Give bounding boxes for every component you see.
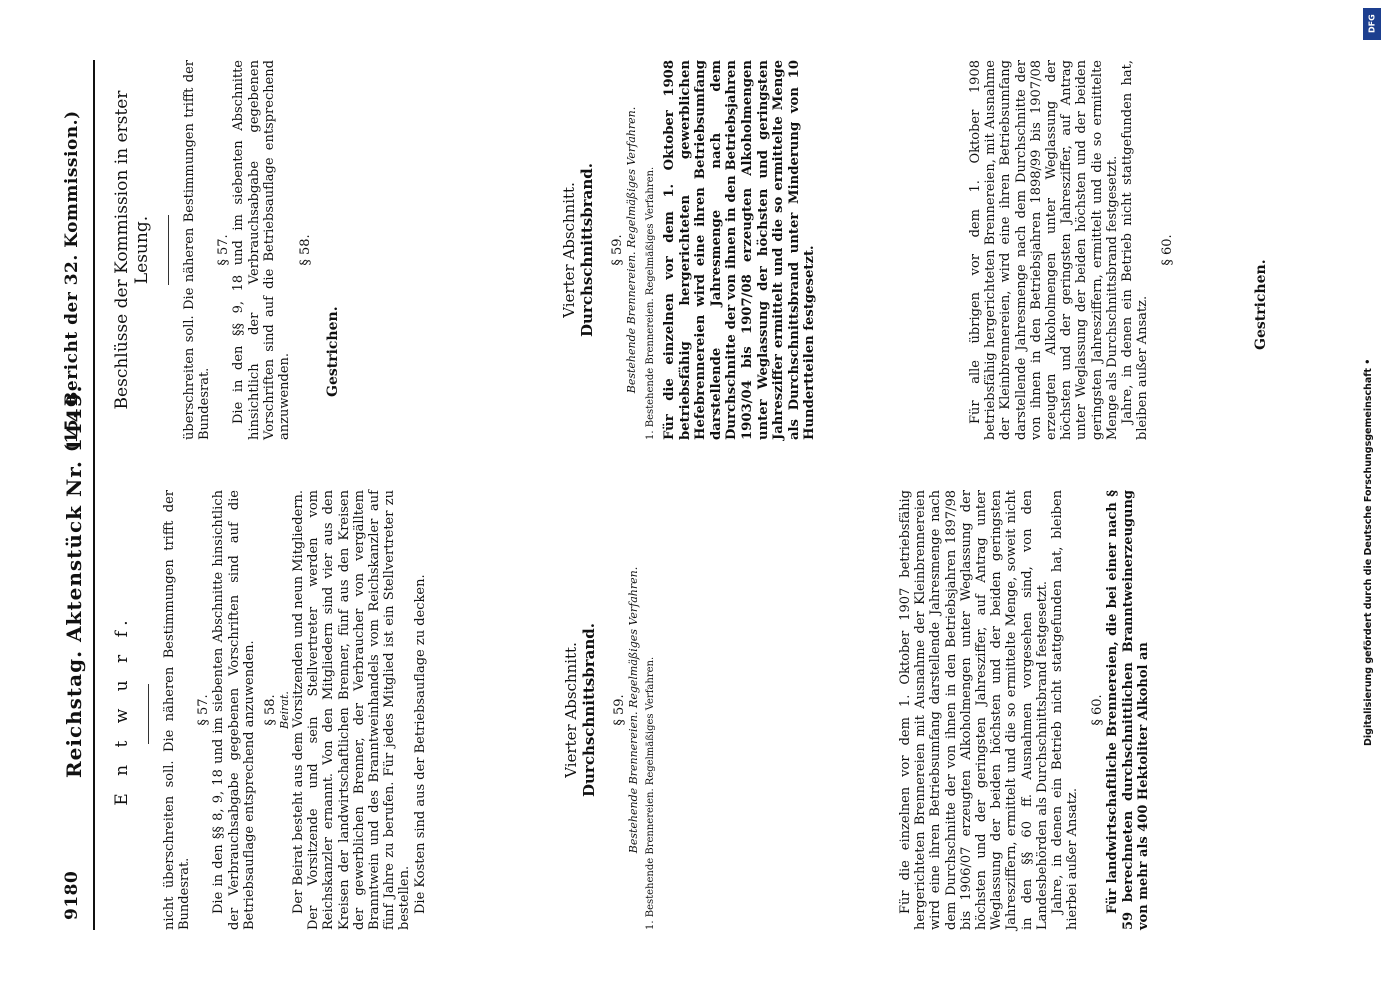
right-column-lower bbox=[968, 60, 1175, 440]
left-s59-text: Für die einzelnen vor dem 1. Oktober 1907 betriebsfähig hergerichteten Brennereien mit Ausnahme der Kleinbrennereien wird eine ihren Betriebsumfang darstellende Jahresmenge nach dem Durchschnitte der von ihnen in den Betriebsjahren 1897/98 bis 1906/07 erzeugten Alkoholmengen unter Weglassung der höchsten und der geringsten Jahresziffer, auf Antrag unter Weglassung der beiden höchsten und der beiden geringsten Jahresziffern, ermittelt und die so ermittelte Menge, soweit nicht in den §§ 60 ff. Ausnahmen vorgesehen sind, von den Landesbehörden als Durchschnittsbrand festgesetzt. bbox=[898, 490, 1050, 930]
right-s59-text2: Jahre, in denen ein Betrieb nicht stattgefunden hat, bleiben außer Ansatz. bbox=[1120, 60, 1151, 440]
left-s58-text: Der Beirat besteht aus dem Vorsitzenden und neun Mitgliedern. Der Vorsitzende und sein Stellvertreter werden vom Reichskanzler ernannt. Von den Mitgliedern sind vier aus den Kreisen der landwirtschaftlichen Brenner, fünf aus den Kreisen der gewerblichen Brenner, der Verbraucher von vergälltem Branntwein und des Branntweinhandels vom Reichskanzler auf fünf Jahre zu berufen. Für jedes Mitglied ist ein Stellvertreter zu bestellen. bbox=[291, 490, 413, 930]
left-column-abschnitt bbox=[562, 490, 640, 930]
right-s59-bold-text: Für die einzelnen vor dem 1. Oktober 1908 betriebsfähig hergerichteten gewerblichen Hefebrennereien wird eine ihren Betriebsumfang darstellende Jahresmenge nach dem Durchschnitte der von ihnen in den Betriebsjahren 1903/04 bis 1907/08 erzeugten Alkoholmengen unter Weglassung der höchsten und geringsten Jahresziffer ermittelt und die so ermittelte Menge als Durchschnittsbrand unter Minderung von 10 Hundertteilen festgesetzt. bbox=[662, 60, 818, 440]
left-abschnitt-title: Durchschnittsbrand. bbox=[580, 623, 598, 797]
right-s59-title: § 59. bbox=[610, 234, 625, 266]
left-column-heading: E n t w u r f. bbox=[112, 614, 132, 806]
left-s57-title: § 57. bbox=[196, 694, 212, 726]
left-s59-title: § 59. bbox=[612, 694, 627, 726]
right-s60-struck: Gestrichen. bbox=[1253, 259, 1269, 350]
left-s60-title: § 60. bbox=[1090, 694, 1106, 726]
right-s59-sub: Bestehende Brennereien. Regelmäßiges Verfahren. bbox=[625, 106, 638, 394]
right-column-abschnitt bbox=[560, 60, 638, 440]
report-reference: (15. Bericht der 32. Kommission.) bbox=[62, 110, 82, 452]
right-s57-title: § 57. bbox=[216, 234, 232, 266]
dfg-logo: DFG bbox=[1363, 8, 1381, 40]
right-column-upper bbox=[182, 60, 313, 440]
left-heading-rule bbox=[148, 684, 149, 744]
left-s57-text: Die in den §§ 8, 9, 18 und im siebenten Abschnitte hinsichtlich der Verbrauchsabgabe gegebenen Vorschriften sind auf die Betriebsauflage entsprechend anzuwenden. bbox=[211, 490, 257, 930]
digitization-credit-bar bbox=[1361, 0, 1383, 1000]
left-s59-sub: Bestehende Brennereien. Regelmäßiges Verfahren. bbox=[627, 566, 640, 854]
left-s58-sub: Beirat. bbox=[278, 691, 292, 729]
left-column-upper bbox=[162, 490, 428, 930]
left-s58-title: § 58. bbox=[263, 694, 279, 726]
right-s60-title: § 60. bbox=[1160, 234, 1176, 266]
right-column-heading: Beschlüsse der Kommission in erster Lesung. bbox=[112, 90, 152, 410]
left-abschnitt: Vierter Abschnitt. bbox=[562, 642, 580, 778]
right-abschnitt-title: Durchschnittsbrand. bbox=[578, 163, 596, 337]
page-number: 9180 bbox=[62, 870, 82, 920]
left-footnote: 1. Bestehende Brennereien. Regelmäßiges Verfahren. bbox=[645, 656, 656, 930]
right-footnote: 1. Bestehende Brennereien. Regelmäßiges Verfahren. bbox=[645, 166, 656, 440]
left-s60-text: Für landwirtschaftliche Brennereien, die bei einer nach § 59 berechneten durchschnittlichen Branntweinerzeugung von mehr als 400 Hektoliter Alkohol an bbox=[1105, 490, 1151, 930]
page-title: Reichstag. Aktenstück Nr. 1449. bbox=[62, 384, 86, 778]
right-s59-text: Für alle übrigen vor dem 1. Oktober 1908 betriebsfähig hergerichteten Brennereien, mit Ausnahme der Kleinbrennereien, wird eine ihren Betriebsumfang darstellende Jahresmenge nach dem Durchschnitte der von ihnen in den Betriebsjahren 1898/99 bis 1907/08 erzeugten Alkoholmengen unter Weglassung der höchsten und der geringsten Jahresziffer, auf Antrag unter Weglassung der beiden höchsten und der beiden geringsten Jahresziffern, ermittelt und die so ermittelte Menge als Durchschnittsbrand festgesetzt. bbox=[968, 60, 1120, 440]
right-intro: überschreiten soll. Die näheren Bestimmungen trifft der Bundesrat. bbox=[182, 60, 213, 440]
right-s58-title: § 58. bbox=[298, 234, 314, 266]
left-intro: nicht überschreiten soll. Die näheren Bestimmungen trifft der Bundesrat. bbox=[162, 490, 193, 930]
right-s58-struck: Gestrichen. bbox=[325, 306, 341, 397]
dfg-credit-text: Digitalisierung gefördert durch die Deutsche Forschungsgemeinschaft • bbox=[1363, 358, 1374, 746]
left-s59-text2: Jahre, in denen ein Betrieb nicht stattgefunden hat, bleiben hierbei außer Ansatz. bbox=[1050, 490, 1081, 930]
right-heading-rule bbox=[168, 215, 169, 285]
left-column-lower bbox=[898, 490, 1151, 930]
right-abschnitt: Vierter Abschnitt. bbox=[560, 182, 578, 318]
right-s57-text: Die in den §§ 9, 18 und im siebenten Abschnitte hinsichtlich der Verbrauchsabgabe gegebenen Vorschriften sind auf die Betriebsauflage entsprechend anzuwenden. bbox=[231, 60, 293, 440]
left-s58-text2: Die Kosten sind aus der Betriebsauflage zu decken. bbox=[412, 574, 428, 914]
header-rule bbox=[93, 60, 95, 930]
